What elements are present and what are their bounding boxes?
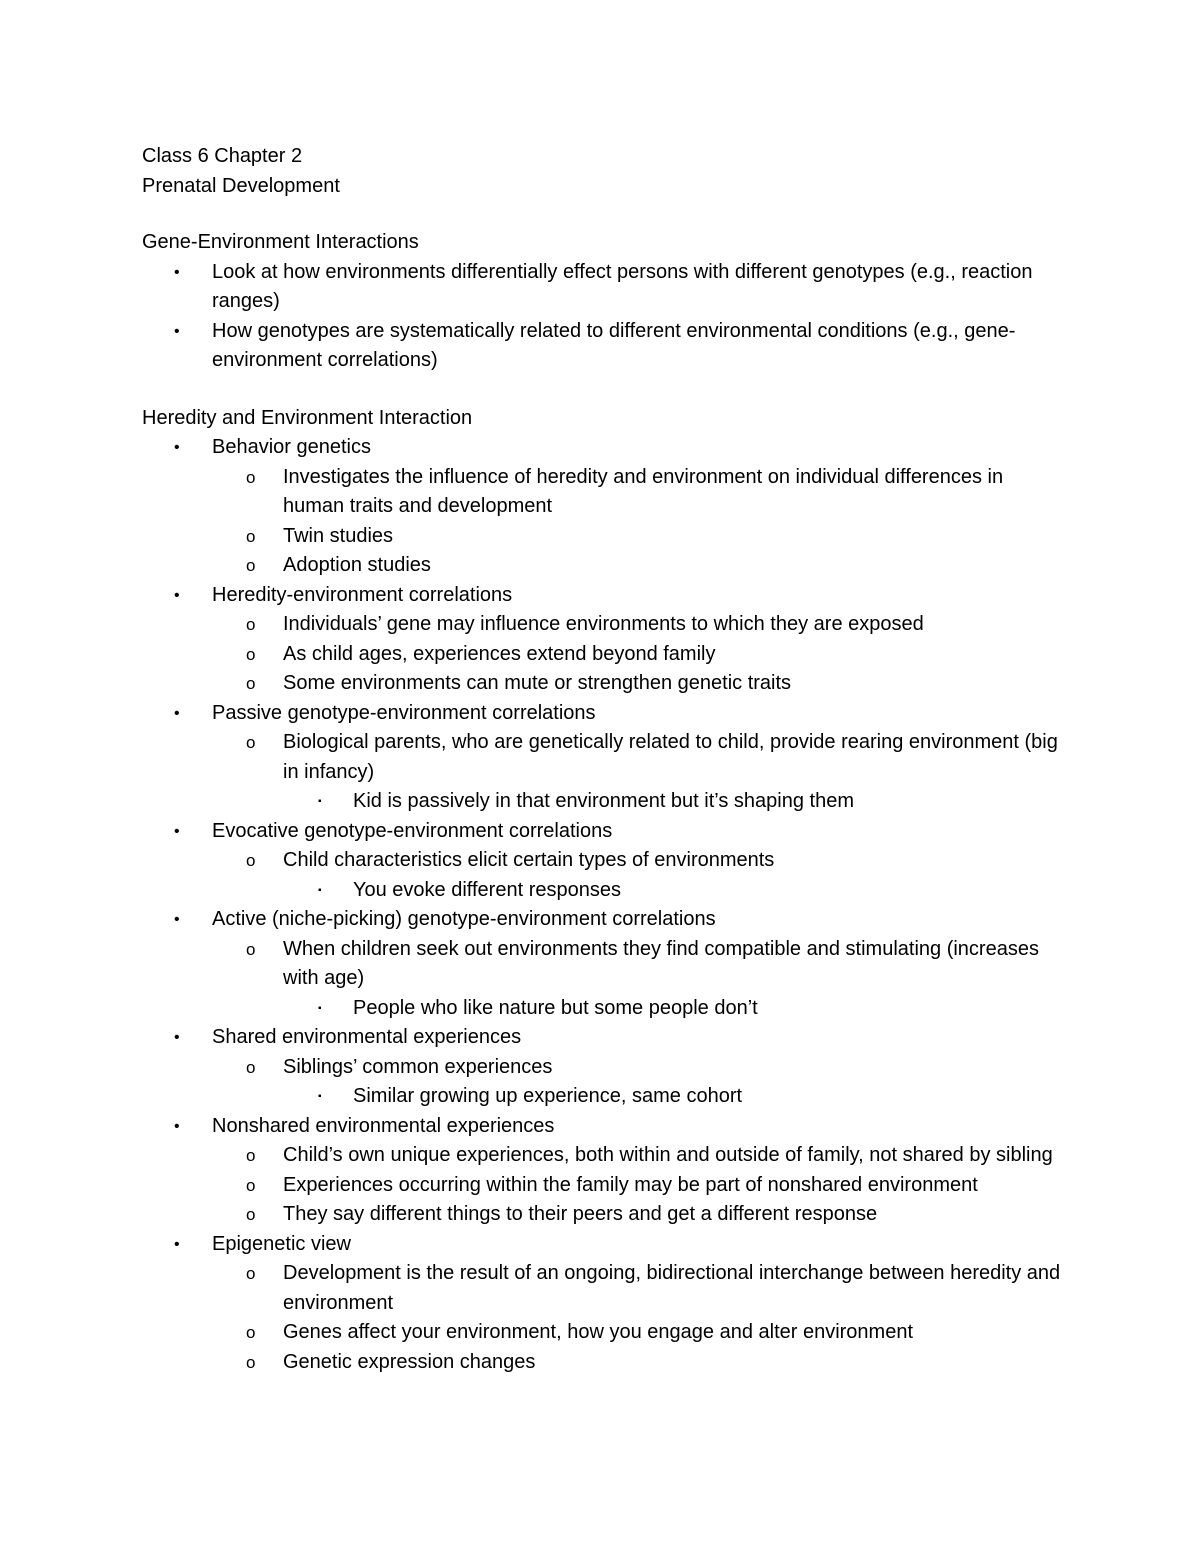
bullet-list-item bbox=[142, 1023, 1062, 1053]
bullet-list-item bbox=[142, 581, 1062, 611]
circle-bullet-icon: o bbox=[246, 939, 256, 959]
circle-bullet-icon: o bbox=[246, 674, 256, 693]
bullet-list-text: Epigenetic view bbox=[212, 1232, 351, 1255]
sub-list-item bbox=[142, 1053, 1062, 1083]
document-subtitle: Prenatal Development bbox=[142, 174, 340, 197]
sub-list-item bbox=[142, 551, 1062, 581]
circle-bullet-icon: o bbox=[246, 1352, 256, 1372]
sub-list-item bbox=[142, 1141, 1062, 1171]
subsub-list-text: Kid is passively in that environment but it’s shaping them bbox=[353, 790, 855, 812]
sub-list-text: Individuals’ gene may influence environments to which they are exposed bbox=[283, 613, 924, 635]
sub-list-text: Genetic expression changes bbox=[283, 1350, 536, 1373]
sub-list-item bbox=[142, 669, 1062, 699]
sub-list-text: Child’s own unique experiences, both within and outside of family, not shared by sibling bbox=[283, 1144, 1053, 1166]
sub-list-item bbox=[142, 728, 1062, 787]
sub-list-item bbox=[142, 1200, 1062, 1230]
spacer bbox=[142, 376, 1062, 404]
bullet-icon: • bbox=[174, 1235, 180, 1253]
spacer bbox=[142, 201, 1062, 228]
circle-bullet-icon: o bbox=[246, 851, 256, 870]
document-title: Class 6 Chapter 2 bbox=[142, 145, 303, 167]
circle-bullet-icon: o bbox=[246, 644, 256, 664]
section-list-gene-environment bbox=[142, 258, 1062, 376]
sub-list-item bbox=[142, 522, 1062, 552]
sub-list-item bbox=[142, 1348, 1062, 1378]
sub-list-item bbox=[142, 610, 1062, 640]
sub-list-text: Adoption studies bbox=[283, 554, 431, 576]
sub-list-text: Development is the result of an ongoing, bidirectional interchange between heredity and environment bbox=[283, 1262, 1061, 1314]
circle-bullet-icon: o bbox=[246, 556, 256, 575]
sub-list-text: As child ages, experiences extend beyond family bbox=[283, 642, 716, 665]
bullet-list-item bbox=[142, 433, 1062, 463]
section-heading-heredity-environment: Heredity and Environment Interaction bbox=[142, 406, 473, 429]
subsub-list-text: You evoke different responses bbox=[353, 878, 621, 901]
square-bullet-icon: ▪ bbox=[318, 1091, 322, 1102]
subsub-list-item bbox=[142, 787, 1062, 817]
circle-bullet-icon: o bbox=[246, 1146, 256, 1165]
sub-list-item bbox=[142, 640, 1062, 670]
bullet-list-text: Passive genotype-environment correlations bbox=[212, 701, 596, 724]
bullet-list-text: Behavior genetics bbox=[212, 436, 371, 458]
circle-bullet-icon: o bbox=[246, 1175, 256, 1195]
subsub-list-text: Similar growing up experience, same cohort bbox=[353, 1085, 743, 1107]
subsub-list-item bbox=[142, 876, 1062, 906]
sub-list-item bbox=[142, 1171, 1062, 1201]
section-list-heredity-environment bbox=[142, 433, 1062, 1377]
bullet-icon: • bbox=[174, 322, 180, 340]
sub-list-item bbox=[142, 846, 1062, 876]
bullet-icon: • bbox=[174, 704, 180, 722]
bullet-list-item bbox=[142, 1112, 1062, 1142]
sub-list-text: Biological parents, who are genetically related to child, provide rearing environment (big in infancy) bbox=[283, 731, 1058, 783]
bullet-list-text: Shared environmental experiences bbox=[212, 1026, 522, 1048]
circle-bullet-icon: o bbox=[246, 1205, 256, 1224]
sub-list-text: Experiences occurring within the family may be part of nonshared environment bbox=[283, 1173, 978, 1196]
bullet-icon: • bbox=[174, 911, 180, 928]
sub-list-text: Investigates the influence of heredity and environment on individual differences in human traits and development bbox=[283, 465, 1004, 517]
sub-list-text: Some environments can mute or strengthen genetic traits bbox=[283, 672, 792, 694]
bullet-icon: • bbox=[174, 439, 180, 456]
bullet-icon: • bbox=[174, 1029, 180, 1046]
bullet-list-text: How genotypes are systematically related to different environmental conditions (e.g., gene-environment correlations) bbox=[212, 319, 1016, 371]
document-body bbox=[142, 142, 1062, 1377]
bullet-list-item bbox=[142, 817, 1062, 847]
circle-bullet-icon: o bbox=[246, 467, 256, 487]
sub-list-text: They say different things to their peers and get a different response bbox=[283, 1203, 878, 1225]
section-heading-gene-environment: Gene-Environment Interactions bbox=[142, 231, 419, 253]
bullet-icon: • bbox=[174, 1117, 180, 1135]
sub-list-item bbox=[142, 463, 1062, 522]
bullet-list-item bbox=[142, 258, 1062, 317]
square-bullet-icon: ▪ bbox=[318, 796, 322, 807]
bullet-list-text: Look at how environments differentially effect persons with different genotypes (e.g., reaction ranges) bbox=[212, 260, 1033, 312]
sub-list-text: Twin studies bbox=[283, 524, 394, 547]
sub-list-item bbox=[142, 1259, 1062, 1318]
circle-bullet-icon: o bbox=[246, 733, 256, 752]
bullet-icon: • bbox=[174, 822, 180, 840]
bullet-list-text: Active (niche-picking) genotype-environment correlations bbox=[212, 908, 716, 930]
subsub-list-text: People who like nature but some people don’t bbox=[353, 996, 758, 1019]
bullet-list-text: Heredity-environment correlations bbox=[212, 583, 513, 606]
square-bullet-icon: ▪ bbox=[318, 884, 322, 896]
bullet-list-item bbox=[142, 699, 1062, 729]
circle-bullet-icon: o bbox=[246, 615, 256, 634]
bullet-icon: • bbox=[174, 586, 180, 604]
circle-bullet-icon: o bbox=[246, 1057, 256, 1077]
square-bullet-icon: ▪ bbox=[318, 1002, 322, 1014]
sub-list-text: Child characteristics elicit certain types of environments bbox=[283, 849, 775, 871]
sub-list-item bbox=[142, 1318, 1062, 1348]
bullet-list-text: Evocative genotype-environment correlations bbox=[212, 819, 613, 842]
sub-list-text: Siblings’ common experiences bbox=[283, 1055, 553, 1078]
bullet-list-text: Nonshared environmental experiences bbox=[212, 1114, 555, 1137]
bullet-list-item bbox=[142, 317, 1062, 376]
bullet-list-item bbox=[142, 905, 1062, 935]
bullet-list-item bbox=[142, 1230, 1062, 1260]
subsub-list-item bbox=[142, 994, 1062, 1024]
sub-list-text: Genes affect your environment, how you engage and alter environment bbox=[283, 1321, 914, 1343]
subsub-list-item bbox=[142, 1082, 1062, 1112]
sub-list-item bbox=[142, 935, 1062, 994]
circle-bullet-icon: o bbox=[246, 1323, 256, 1342]
circle-bullet-icon: o bbox=[246, 526, 256, 546]
bullet-icon: • bbox=[174, 263, 180, 281]
circle-bullet-icon: o bbox=[246, 1264, 256, 1283]
sub-list-text: When children seek out environments they find compatible and stimulating (increases with age) bbox=[283, 937, 1039, 989]
